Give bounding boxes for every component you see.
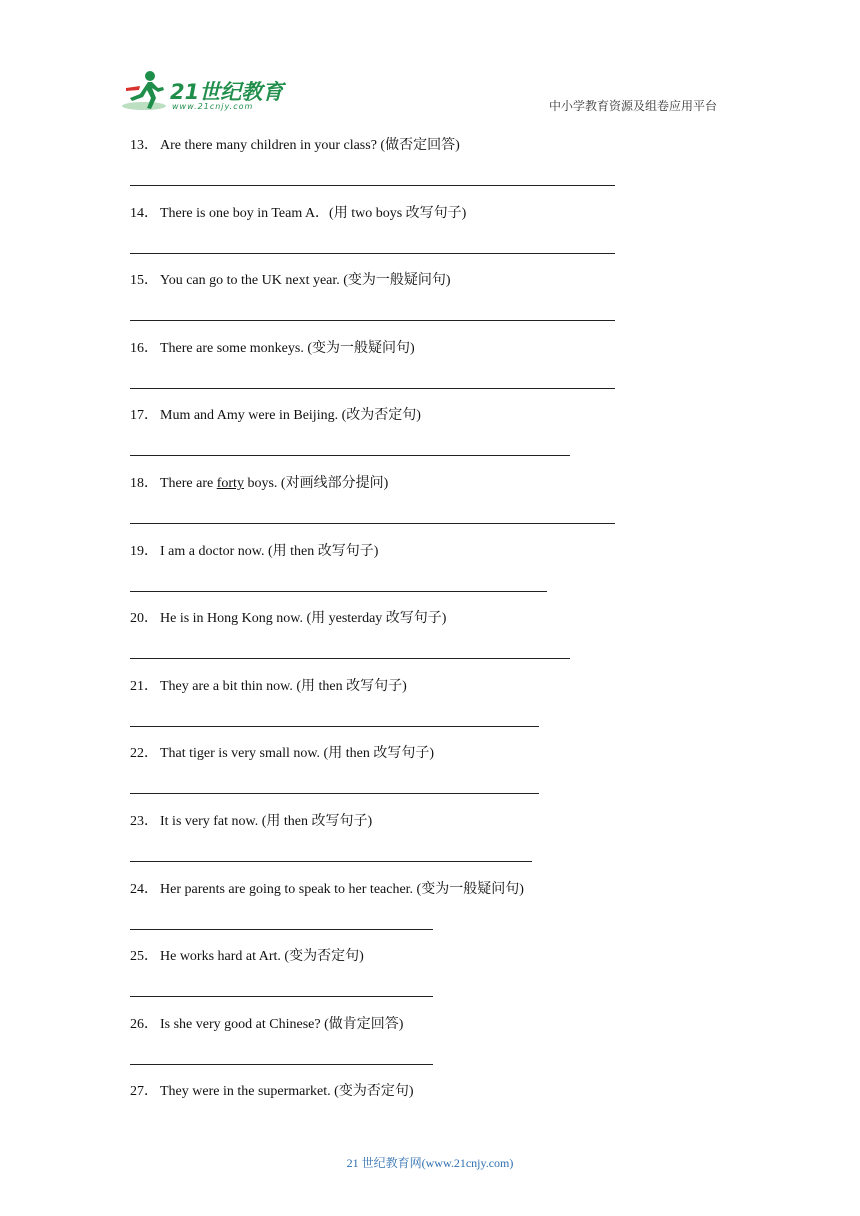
- answer-line[interactable]: [130, 1064, 433, 1065]
- question-prompt: That tiger is very small now. (用 then 改写句子): [160, 746, 434, 762]
- question-number: 17．: [130, 408, 158, 424]
- answer-line[interactable]: [130, 320, 615, 321]
- answer-line[interactable]: [130, 253, 615, 254]
- underlined-word: forty: [216, 475, 244, 491]
- question-text: [130, 204, 466, 224]
- answer-line[interactable]: [130, 185, 615, 186]
- logo: [120, 68, 290, 118]
- answer-line[interactable]: [130, 726, 539, 727]
- question-15: [130, 271, 730, 339]
- question-number: 27．: [130, 1084, 158, 1100]
- question-text: [130, 406, 421, 426]
- question-prompt: There is one boy in Team A．(用 two boys 改写句子): [160, 205, 467, 221]
- question-text: [130, 880, 524, 900]
- question-18: [130, 474, 730, 542]
- question-text: [130, 744, 434, 764]
- question-number: 18．: [130, 475, 158, 491]
- question-25: [130, 947, 730, 1015]
- question-prompt: There are some monkeys. (变为一般疑问句): [160, 340, 415, 356]
- question-19: [130, 542, 730, 610]
- question-24: [130, 880, 730, 948]
- question-number: 13．: [130, 138, 158, 153]
- question-number: 15．: [130, 273, 158, 289]
- question-text: [130, 474, 388, 494]
- question-16: [130, 339, 730, 407]
- answer-line[interactable]: [130, 793, 539, 794]
- answer-line[interactable]: [130, 591, 547, 592]
- question-text: [130, 271, 451, 291]
- question-prompt: You can go to the UK next year. (变为一般疑问句): [160, 273, 451, 289]
- runner-logo-icon: [120, 68, 170, 114]
- question-prompt: He is in Hong Kong now. (用 yesterday 改写句子): [160, 611, 447, 627]
- question-23: [130, 812, 730, 880]
- question-text: [130, 1082, 413, 1102]
- answer-line[interactable]: [130, 523, 615, 524]
- logo-title: 21世纪教育: [170, 80, 284, 104]
- question-list: [130, 136, 730, 1150]
- question-prompt: He works hard at Art. (变为否定句): [160, 949, 364, 965]
- question-number: 24．: [130, 881, 158, 897]
- question-text: [130, 812, 372, 832]
- question-number: 20．: [130, 611, 158, 627]
- question-prompt: Her parents are going to speak to her teacher. (变为一般疑问句): [160, 881, 524, 897]
- question-prompt-before: There are: [160, 475, 217, 491]
- question-prompt: It is very fat now. (用 then 改写句子): [160, 813, 373, 829]
- question-20: [130, 609, 730, 677]
- question-text: [130, 609, 446, 629]
- question-text: [130, 1015, 403, 1035]
- question-prompt: They are a bit thin now. (用 then 改写句子): [160, 678, 407, 694]
- answer-line[interactable]: [130, 996, 433, 997]
- answer-line[interactable]: [130, 929, 433, 930]
- question-17: [130, 406, 730, 474]
- page-header: [0, 0, 860, 120]
- question-prompt: Is she very good at Chinese? (做肯定回答): [160, 1016, 404, 1032]
- question-number: 14．: [130, 205, 158, 221]
- question-text: [130, 339, 415, 359]
- answer-line[interactable]: [130, 388, 615, 389]
- question-22: [130, 744, 730, 812]
- question-prompt: I am a doctor now. (用 then 改写句子): [160, 543, 379, 559]
- answer-line[interactable]: [130, 861, 532, 862]
- question-text: [130, 947, 364, 967]
- logo-url: www.21cnjy.com: [172, 102, 254, 111]
- question-number: 25．: [130, 949, 158, 965]
- question-text: [130, 677, 407, 697]
- question-14: [130, 204, 730, 272]
- question-number: 19．: [130, 543, 158, 559]
- question-21: [130, 677, 730, 745]
- page-footer: 21 世纪教育网(www.21cnjy.com): [346, 1156, 514, 1170]
- question-prompt: Mum and Amy were in Beijing. (改为否定句): [160, 408, 421, 424]
- question-26: [130, 1015, 730, 1083]
- question-text: [130, 542, 378, 562]
- question-prompt: Are there many children in your class? (做否定回答): [160, 138, 460, 153]
- question-27: [130, 1082, 730, 1150]
- answer-line[interactable]: [130, 455, 570, 456]
- answer-line[interactable]: [130, 658, 570, 659]
- question-number: 23．: [130, 813, 158, 829]
- question-13: [130, 136, 730, 204]
- header-platform-text: 中小学教育资源及组卷应用平台: [549, 99, 718, 113]
- question-number: 26．: [130, 1016, 158, 1032]
- question-text: [130, 136, 460, 156]
- question-prompt-after: boys. (对画线部分提问): [243, 475, 389, 491]
- question-number: 21．: [130, 678, 158, 694]
- question-number: 16．: [130, 340, 158, 356]
- question-prompt: They were in the supermarket. (变为否定句): [160, 1084, 414, 1100]
- question-number: 22．: [130, 746, 158, 762]
